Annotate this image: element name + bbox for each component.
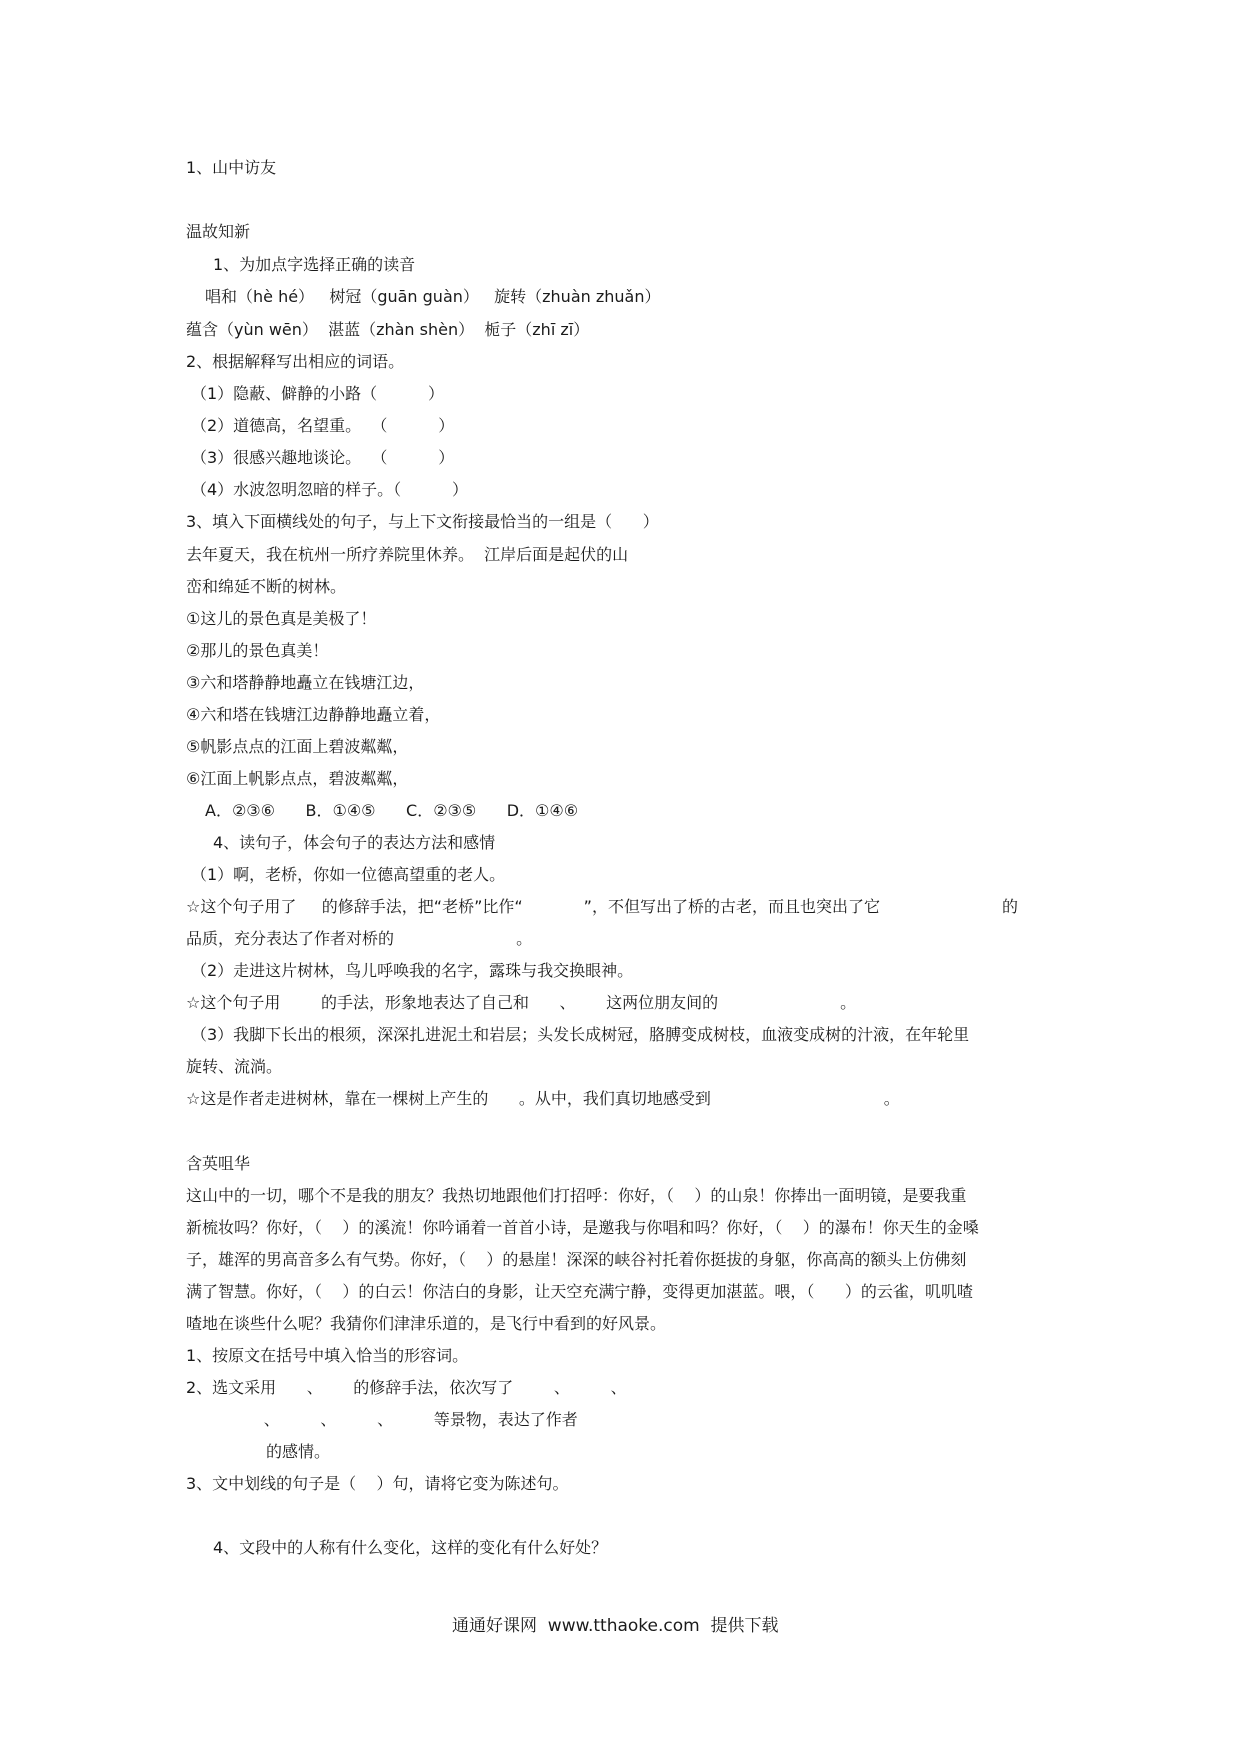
q3-option-2: ②那儿的景色真美！ xyxy=(186,641,329,660)
reading-question-2: 2、选文采用 、 的修辞手法，依次写了 、 、 xyxy=(186,1378,627,1397)
lesson-title: 1、山中访友 xyxy=(186,158,277,177)
footer-download-note: 通通好课网 www.tthaoke.com 提供下载 xyxy=(452,1616,779,1636)
q4-sentence-2-task: ☆这个句子用 的手法，形象地表达了自己和 、 这两位朋友间的 。 xyxy=(186,993,857,1012)
q4-sentence-1: （1）啊，老桥，你如一位德高望重的老人。 xyxy=(191,865,506,884)
q3-option-1: ①这儿的景色真是美极了！ xyxy=(186,609,377,628)
reading-question-3: 3、文中划线的句子是（ ）句，请将它变为陈述句。 xyxy=(186,1474,569,1493)
q4-sentence-3: （3）我脚下长出的根须，深深扎进泥土和岩层；头发长成树冠，胳膊变成树枝，血液变成树的汁液，在年轮里 xyxy=(191,1025,970,1044)
section-heading-reading: 含英咀华 xyxy=(186,1154,251,1173)
reading-passage-line-3: 子，雄浑的男高音多么有气势。你好，（ ）的悬崖！深深的峡谷衬托着你挺拔的身躯，你高高的额头上仿佛刻 xyxy=(186,1250,967,1269)
pinyin-row-1: 唱和（hè hé） 树冠（guān guàn） 旋转（zhuàn zhuǎn） xyxy=(205,287,661,306)
q3-option-4: ④六和塔在钱塘江边静静地矗立着， xyxy=(186,705,441,724)
q3-option-5: ⑤帆影点点的江面上碧波粼粼， xyxy=(186,737,409,756)
question-1-title: 1、为加点字选择正确的读音 xyxy=(213,255,416,274)
question-4-title: 4、读句子，体会句子的表达方法和感情 xyxy=(213,833,496,852)
reading-question-4: 4、文段中的人称有什么变化，这样的变化有什么好处？ xyxy=(213,1538,608,1557)
reading-question-1: 1、按原文在括号中填入恰当的形容词。 xyxy=(186,1346,469,1365)
reading-question-2-end: 的感情。 xyxy=(266,1442,331,1461)
q3-option-6: ⑥江面上帆影点点，碧波粼粼， xyxy=(186,769,409,788)
question-2-title: 2、根据解释写出相应的词语。 xyxy=(186,352,405,371)
reading-question-2-cont: 、 、 、 等景物，表达了作者 xyxy=(223,1410,578,1429)
question-3-title: 3、填入下面横线处的句子，与上下文衔接最恰当的一组是（ ） xyxy=(186,512,659,531)
q3-passage-line-2: 峦和绵延不断的树林。 xyxy=(186,577,347,596)
q3-passage-line-1: 去年夏天，我在杭州一所疗养院里休养。 江岸后面是起伏的山 xyxy=(186,545,629,564)
q4-sentence-3-task: ☆这是作者走进树林，靠在一棵树上产生的 。从中，我们真切地感受到 。 xyxy=(186,1089,900,1108)
reading-passage-line-5: 喳地在谈些什么呢？我猜你们津津乐道的，是飞行中看到的好风景。 xyxy=(186,1314,667,1333)
pinyin-row-2: 蕴含（yùn wēn） 湛蓝（zhàn shèn） 栀子（zhī zī） xyxy=(186,320,590,339)
q4-sentence-1-task-cont: 品质，充分表达了作者对桥的 。 xyxy=(186,929,533,948)
q2-item-4: （4）水波忽明忽暗的样子。（ ） xyxy=(191,480,469,499)
q4-sentence-2: （2）走进这片树林，鸟儿呼唤我的名字，露珠与我交换眼神。 xyxy=(191,961,634,980)
q2-item-1: （1）隐蔽、僻静的小路（ ） xyxy=(191,384,445,403)
q2-item-3: （3）很感兴趣地谈论。 （ ） xyxy=(191,448,455,467)
q4-sentence-3-cont: 旋转、流淌。 xyxy=(186,1057,283,1076)
q3-choices: A．②③⑥ B．①④⑤ C．②③⑤ D．①④⑥ xyxy=(205,801,579,820)
q2-item-2: （2）道德高，名望重。 （ ） xyxy=(191,416,455,435)
reading-passage-line-2: 新梳妆吗？你好，（ ）的溪流！你吟诵着一首首小诗，是邀我与你唱和吗？你好，（ ）的瀑布！你天生的金嗓 xyxy=(186,1218,979,1237)
section-heading-review: 温故知新 xyxy=(186,222,251,241)
reading-passage-line-1: 这山中的一切，哪个不是我的朋友？我热切地跟他们打招呼：你好，（ ）的山泉！你捧出一面明镜，是要我重 xyxy=(186,1186,967,1205)
q4-sentence-1-task: ☆这个句子用了 的修辞手法，把“老桥”比作“ ”，不但写出了桥的古老，而且也突出了它 的 xyxy=(186,897,1019,916)
q3-option-3: ③六和塔静静地矗立在钱塘江边， xyxy=(186,673,425,692)
reading-passage-line-4: 满了智慧。你好，（ ）的白云！你洁白的身影，让天空充满宁静，变得更加湛蓝。喂，（ ）的云雀，叽叽喳 xyxy=(186,1282,973,1301)
